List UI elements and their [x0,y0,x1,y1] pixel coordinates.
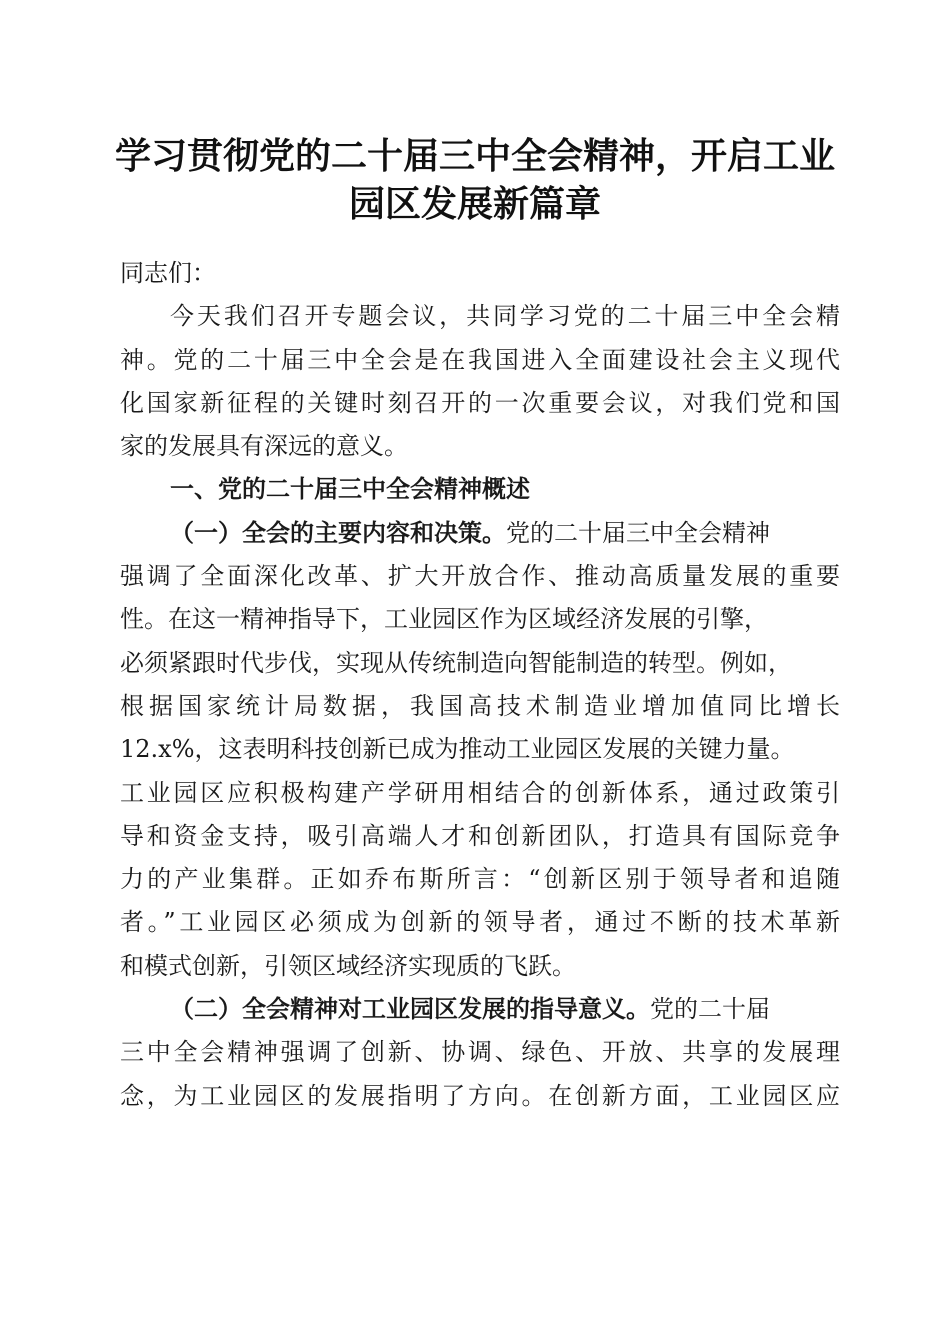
paragraph-line: 三中全会精神强调了创新、协调、绿色、开放、共享的发展理 [120,1038,840,1067]
title-line-2: 园区发展新篇章 [348,183,601,225]
paragraph-line: 性。在这一精神指导下，工业园区作为区域经济发展的引擎， [120,605,768,634]
paragraph-line: 念，为工业园区的发展指明了方向。在创新方面，工业园区应 [120,1081,840,1110]
subsection-2-paragraph [120,988,840,1118]
subsection-lead-rest: 党的二十届三中全会精神 [506,518,770,547]
subsection-lead: （二）全会精神对工业园区发展的指导意义。 [170,995,650,1024]
subsection-lead-rest: 党的二十届 [650,995,770,1024]
paragraph-line: 12.x%，这表明科技创新已成为推动工业园区发展的关键力量。 [120,735,795,764]
paragraph-line: 导和资金支持，吸引高端人才和创新团队，打造具有国际竞争 [120,821,840,850]
paragraph-line: 根据国家统计局数据，我国高技术制造业增加值同比增长 [120,691,840,720]
paragraph-line: 化国家新征程的关键时刻召开的一次重要会议，对我们党和国 [120,388,840,417]
title-line-1: 学习贯彻党的二十届三中全会精神，开启工业 [114,135,835,177]
paragraph-line: 必须紧跟时代步伐，实现从传统制造向智能制造的转型。例如， [120,648,792,677]
paragraph-line [120,512,840,555]
paragraph-line: 工业园区应积极构建产学研用相结合的创新体系，通过政策引 [120,778,840,807]
subsection-lead: （一）全会的主要内容和决策。 [170,518,506,547]
subsection-1-paragraph [120,512,840,988]
intro-paragraph [120,295,840,468]
salutation: 同志们： [120,259,216,287]
paragraph-line: 者。”工业园区必须成为创新的领导者，通过不断的技术革新 [120,908,840,937]
paragraph-line: 和模式创新，引领区域经济实现质的飞跃。 [120,951,576,980]
paragraph-line: 神。党的二十届三中全会是在我国进入全面建设社会主义现代 [120,345,840,374]
paragraph-line: 力的产业集群。正如乔布斯所言：“创新区别于领导者和追随 [120,865,840,894]
document-body [120,252,840,1118]
document-title [100,132,850,228]
section-heading: 一、党的二十届三中全会精神概述 [170,475,530,504]
paragraph-line: 强调了全面深化改革、扩大开放合作、推动高质量发展的重要 [120,562,840,591]
paragraph-line: 家的发展具有深远的意义。 [120,432,408,461]
paragraph-line: 今天我们召开专题会议，共同学习党的二十届三中全会精 [170,302,840,331]
paragraph-line [120,988,840,1031]
